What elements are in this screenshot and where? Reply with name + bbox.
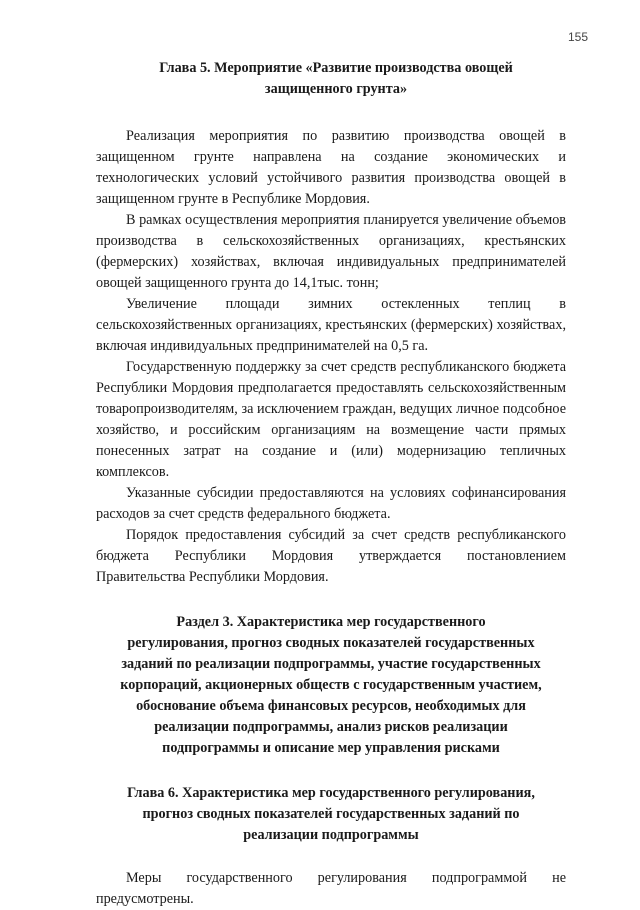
chapter-5-paragraph-5: Указанные субсидии предоставляются на условиях софинансирования расходов за счет средств федерального бюджета.: [96, 485, 566, 522]
section-3-title-line: подпрограммы и описание мер управления рисками: [162, 740, 500, 756]
section-3-title-line: регулирования, прогноз сводных показателей государственных: [127, 635, 535, 651]
chapter-5-heading: [96, 58, 566, 100]
chapter-5-paragraph-2: В рамках осуществления мероприятия планируется увеличение объемов производства в сельскохозяйственных организациях, крестьянских (фермерских) хозяйствах, включая индивидуальных предпринимателей овощей защищенного грунта до 14,1тыс. тонн;: [96, 212, 566, 291]
page-number: 155: [567, 30, 588, 44]
spacer: [96, 588, 566, 612]
spacer: [96, 846, 566, 868]
chapter-5-paragraph-1: Реализация мероприятия по развитию производства овощей в защищенном грунте направлена на создание экономических и технологических условий устойчивого развития производства овощей в защищенном грунте в Республике Мордовия.: [96, 128, 566, 207]
document-body: [96, 58, 566, 910]
section-3-title-line: заданий по реализации подпрограммы, участие государственных: [121, 656, 541, 672]
spacer: [96, 100, 566, 126]
spacer: [96, 759, 566, 783]
section-3-title-line: реализации подпрограммы, анализ рисков реализации: [154, 719, 508, 735]
chapter-5-title-line-1: Глава 5. Мероприятие «Развитие производства овощей: [159, 60, 513, 76]
section-3-title-line: Раздел 3. Характеристика мер государственного: [176, 614, 486, 630]
section-3-heading: [96, 612, 566, 759]
chapter-6-title-line: реализации подпрограммы: [243, 827, 419, 843]
chapter-5-title-line-2: защищенного грунта»: [264, 81, 408, 97]
chapter-6-title-line: прогноз сводных показателей государственных заданий по: [142, 806, 520, 822]
chapter-5-paragraph-4: Государственную поддержку за счет средств республиканского бюджета Республики Мордовия предполагается предоставлять сельскохозяйственным товаропроизводителям, за исключением граждан, ведущих личное подсобное хозяйство, и российским организациям на возмещение части прямых понесенных затрат на создание и (или) модернизацию тепличных комплексов.: [96, 359, 566, 480]
chapter-6-heading: [96, 783, 566, 846]
chapter-5-paragraph-3: Увеличение площади зимних остекленных теплиц в сельскохозяйственных организациях, крестьянских (фермерских) хозяйствах, включая индивидуальных предпринимателей на 0,5 га.: [96, 296, 566, 354]
chapter-6-paragraph-1: Меры государственного регулирования подпрограммой не предусмотрены.: [96, 870, 566, 907]
section-3-title-line: корпораций, акционерных обществ с государственным участием,: [120, 677, 542, 693]
section-3-title-line: обоснование объема финансовых ресурсов, необходимых для: [136, 698, 526, 714]
chapter-5-paragraph-6: Порядок предоставления субсидий за счет средств республиканского бюджета Республики Мордовия утверждается постановлением Правительства Республики Мордовия.: [96, 527, 566, 585]
chapter-6-title-line: Глава 6. Характеристика мер государственного регулирования,: [127, 785, 535, 801]
